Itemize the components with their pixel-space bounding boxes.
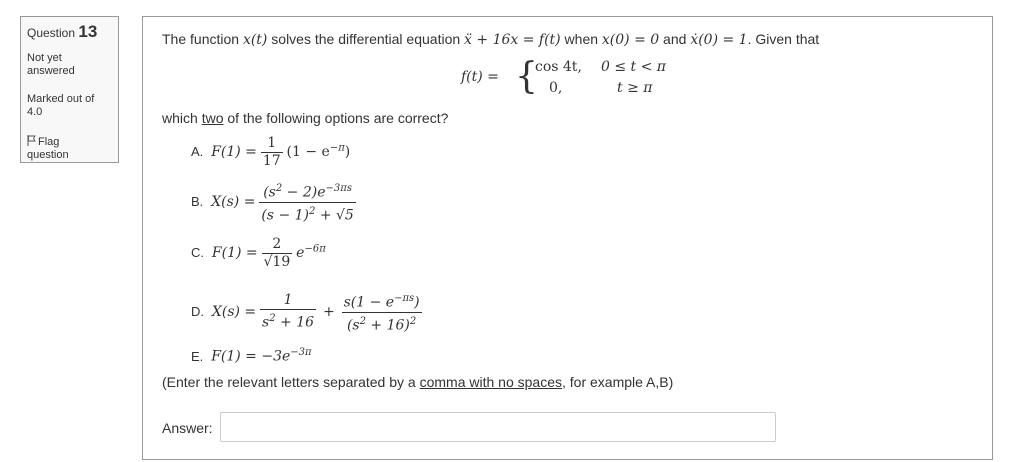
option-d: D. X(s) = $\frac{1}{s^2 + 16}$ + $\frac{s(1 - e^{-\pi s})}{(s^2 + 16)^2}$: [191, 290, 422, 334]
question-info-panel: [20, 16, 119, 163]
option-b: B. X(s) = $\frac{(s^2 - 2)e^{-3\pi s}}{(s - 1)^2 + √5}$: [191, 180, 356, 224]
piecewise-function: f(t) = { cos 4t, 0 ≤ t < π 0, t ≥ π: [461, 56, 666, 97]
option-a: A. F(1) = $\frac{1}{17}$ $(1 - e^{-\pi})$: [191, 135, 351, 169]
option-c: C. F(1) = $\frac{2}{√19}$ $e^{-6\pi}$: [191, 236, 326, 270]
question-text: The function x(t) solves the differential equation ẍ + 16x = f(t) when x(0) = 0 and ẋ(0) = 1. Given that: [162, 31, 820, 48]
option-e: E. $F(1) = -3e^{-3\pi}$: [191, 347, 312, 365]
question-state: Not yet answered: [27, 52, 75, 77]
answer-instructions: (Enter the relevant letters separated by a comma with no spaces, for example A,B): [162, 374, 674, 390]
flag-icon: [27, 135, 36, 146]
question-prompt: which two of the following options are correct?: [162, 110, 449, 126]
flag-question-link[interactable]: Flag question: [27, 136, 69, 161]
answer-label: Answer:: [162, 420, 213, 436]
question-content: [142, 16, 993, 460]
question-number: Question 13: [27, 22, 98, 41]
question-grade: Marked out of 4.0: [27, 93, 95, 118]
answer-input[interactable]: [220, 412, 776, 442]
